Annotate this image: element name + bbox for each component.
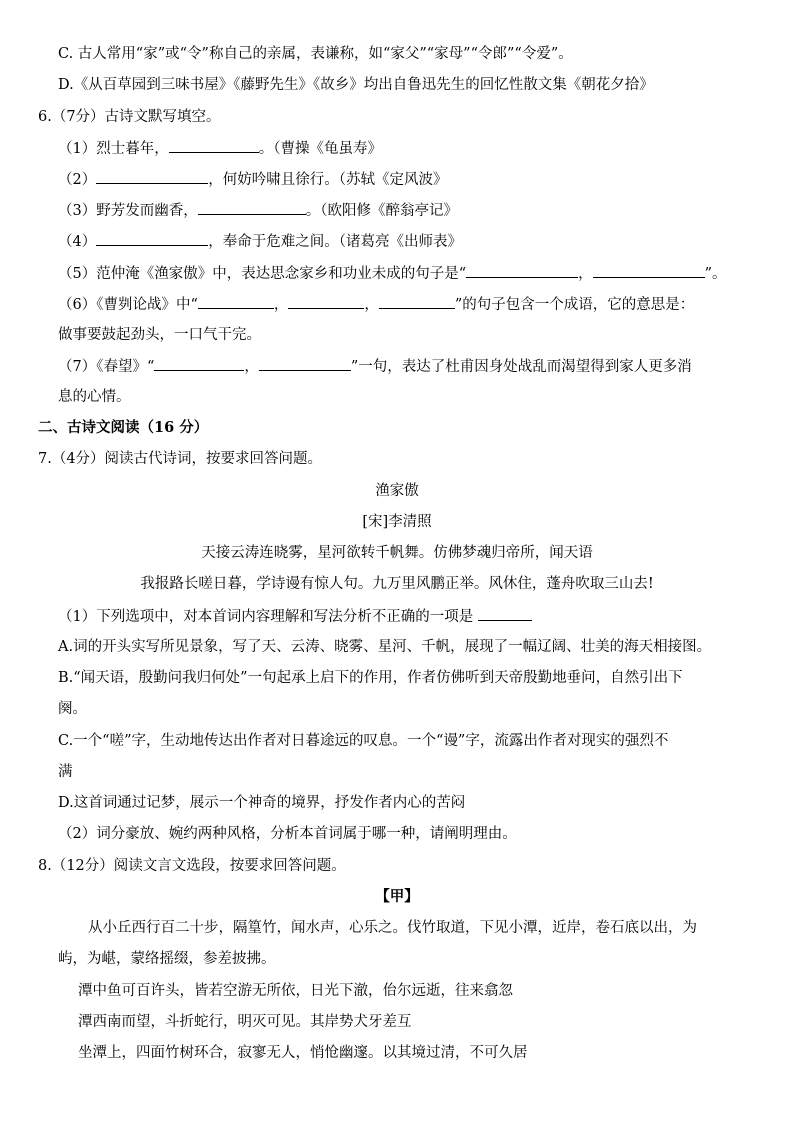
fill-blank[interactable]	[288, 294, 364, 309]
q6-item-2-number: （2）	[58, 172, 97, 188]
q7-option-b-line2: 阕。	[58, 701, 87, 717]
q7-option-d: D.这首词通过记梦，展示一个神奇的境界，抒发作者内心的苦闷	[58, 795, 466, 811]
q6-item-6-sep: ，	[273, 297, 289, 313]
answer-blank[interactable]	[478, 606, 532, 621]
q7-sub-2: （2）词分豪放、婉约两种风格，分析本首词属于哪一种，请阐明理由。	[58, 826, 517, 842]
passage-para-2: 潭中鱼可百许头，皆若空游无所依，日光下澈，佁尔远逝，往来翕忽	[78, 983, 513, 999]
q6-item-3-text: （3）野芳发而幽香，	[58, 203, 198, 219]
q6-item-7	[58, 356, 692, 377]
q6-item-6-text: （6）《曹刿论战》中“	[58, 297, 198, 313]
q6-item-5	[58, 263, 727, 284]
fill-blank[interactable]	[169, 138, 259, 153]
q6-item-1-source: 。（曹操《龟虽寿》	[258, 141, 382, 157]
q6-item-6-sep: ，	[364, 297, 379, 313]
q6-item-1	[58, 138, 382, 159]
passage-para-4: 坐潭上，四面竹树环合，寂寥无人，悄怆幽邃。以其境过清，不可久居	[78, 1045, 528, 1061]
q6-item-7-line2: 息的心情。	[58, 389, 131, 405]
passage-label: 【甲】	[375, 888, 419, 905]
poem-line-1: 天接云涛连晓雾，星河欲转千帆舞。仿佛梦魂归帝所，闻天语	[201, 545, 593, 561]
fill-blank[interactable]	[379, 294, 455, 309]
q6-item-6-line2: 做事要鼓起劲头，一口气干完。	[58, 327, 261, 343]
q6-item-5-end: ”。	[704, 266, 727, 282]
fill-blank[interactable]	[198, 294, 274, 309]
q7-option-a: A.词的开头实写所见景象，写了天、云涛、晓雾、星河、千帆，展现了一幅辽阔、壮美的海天相接图。	[58, 639, 712, 655]
passage-para-3: 潭西南而望，斗折蛇行，明灭可见。其岸势犬牙差互	[78, 1014, 412, 1030]
q6-item-4	[58, 231, 462, 252]
fill-blank[interactable]	[96, 231, 208, 246]
q5-option-d: D.《从百草园到三味书屋》《藤野先生》《故乡》均出自鲁迅先生的回忆性散文集《朝花夕拾》	[58, 77, 654, 93]
q6-item-2-text: ，何妨吟啸且徐行。（苏轼《定风波》	[208, 172, 448, 188]
fill-blank[interactable]	[154, 356, 244, 371]
q6-item-7-text: （7）《春望》“	[58, 359, 155, 375]
q6-stem: 6.（7分）古诗文默写填空。	[38, 109, 221, 125]
q6-item-6	[58, 294, 694, 315]
q7-option-c-line2: 满	[58, 764, 73, 780]
fill-blank[interactable]	[466, 263, 578, 278]
poem-title: 渔家傲	[375, 483, 419, 499]
poem-author: [宋]李清照	[362, 514, 432, 530]
q6-item-4-number: （4）	[58, 234, 97, 250]
q6-item-6-end: ”的句子包含一个成语，它的意思是：	[454, 297, 695, 313]
fill-blank[interactable]	[96, 169, 208, 184]
q7-sub-1-text: （1）下列选项中，对本首词内容理解和写法分析不正确的一项是	[58, 609, 474, 625]
q6-item-2	[58, 169, 447, 190]
q6-item-7-sep: ，	[244, 359, 259, 375]
q6-item-3-source: 。（欧阳修《醉翁亭记》	[305, 203, 458, 219]
passage-para-1: 从小丘西行百二十步，隔篁竹，闻水声，心乐之。伐竹取道，下见小潭，近岸，卷石底以出，为	[88, 920, 697, 936]
q6-item-4-text: ，奉命于危难之间。（诸葛亮《出师表》	[208, 234, 462, 250]
q6-item-5-sep: ，	[578, 266, 593, 282]
q6-item-1-text: （1）烈士暮年，	[58, 141, 169, 157]
q8-stem: 8.（12分）阅读文言文选段，按要求回答问题。	[38, 858, 346, 874]
fill-blank[interactable]	[259, 356, 351, 371]
q5-option-c: C. 古人常用“家”或“令”称自己的亲属，表谦称，如“家父”“家母”“令郎”“令爱”。	[58, 46, 573, 62]
q6-item-3	[58, 200, 458, 221]
q7-stem: 7.（4分）阅读古代诗词，按要求回答问题。	[38, 451, 323, 467]
q6-item-7-end: ”一句，表达了杜甫因身处战乱而渴望得到家人更多消	[350, 359, 692, 375]
q7-sub-1	[58, 606, 532, 627]
q6-item-5-text: （5）范仲淹《渔家傲》中，表达思念家乡和功业未成的句子是“	[58, 266, 467, 282]
q7-option-b: B.“闻天语，殷勤问我归何处”一句起承上启下的作用，作者仿佛听到天帝殷勤地垂问，自然引出下	[58, 670, 683, 686]
fill-blank[interactable]	[198, 200, 306, 215]
q7-option-c: C.一个“嗟”字，生动地传达出作者对日暮途远的叹息。一个“谩”字，流露出作者对现实的强烈不	[58, 733, 669, 749]
section-title: 二、古诗文阅读（16 分）	[38, 419, 209, 436]
fill-blank[interactable]	[593, 263, 705, 278]
poem-line-2: 我报路长嗟日暮，学诗谩有惊人句。九万里风鹏正举。风休住，蓬舟吹取三山去!	[140, 576, 654, 592]
passage-para-1-line2: 屿，为嵁，蒙络摇缀，参差披拂。	[58, 951, 276, 967]
